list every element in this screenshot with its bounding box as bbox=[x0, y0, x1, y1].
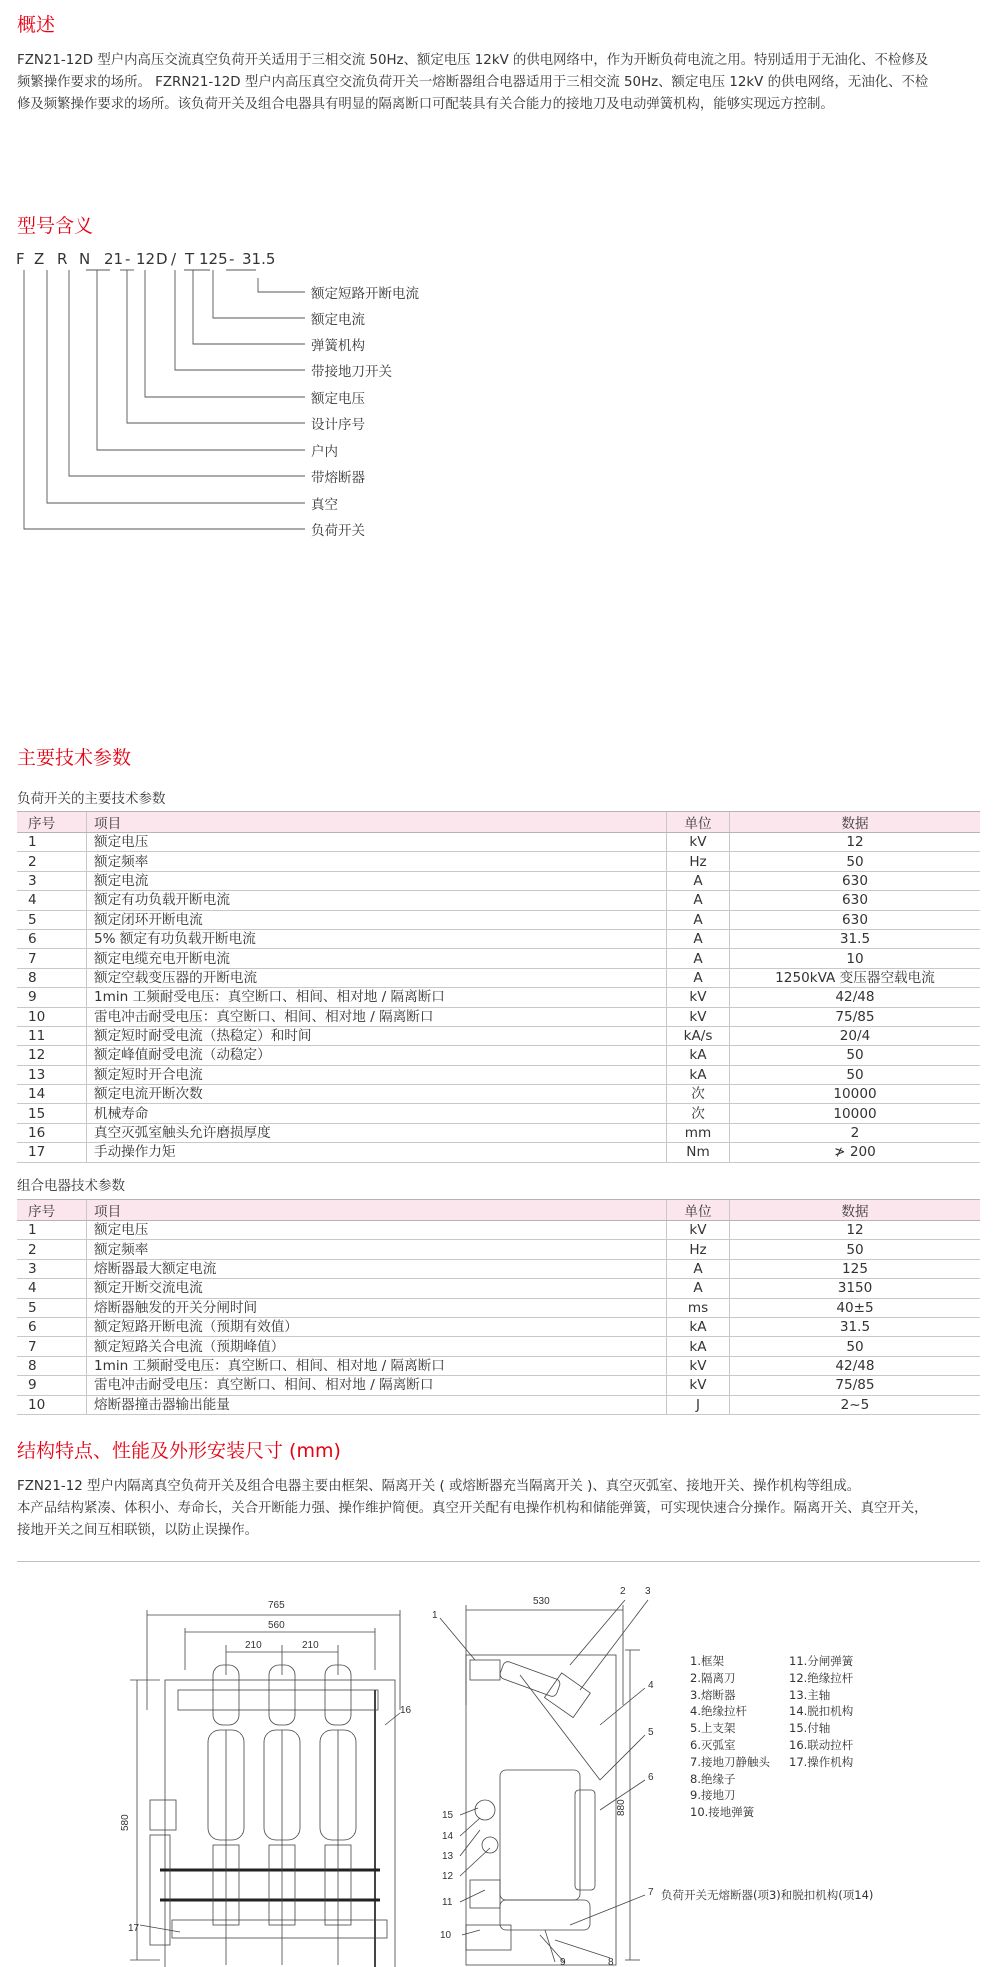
cell-item: 雷电冲击耐受电压：真空断口、相间、相对地 / 隔离断口 bbox=[87, 1007, 667, 1026]
cell-item: 机械寿命 bbox=[87, 1104, 667, 1123]
table-row bbox=[17, 968, 980, 987]
legend-item: 7.接地刀静触头 bbox=[690, 1754, 770, 1769]
cell-item: 熔断器触发的开关分闸时间 bbox=[87, 1298, 667, 1317]
cell-item: 额定短时耐受电流（热稳定）和时间 bbox=[87, 1026, 667, 1045]
model-label: 负荷开关 bbox=[311, 523, 365, 539]
cell-value: 75/85 bbox=[730, 1376, 981, 1395]
overview-title: 概述 bbox=[17, 14, 56, 36]
cell-no: 15 bbox=[17, 1104, 87, 1123]
cell-item: 额定频率 bbox=[87, 852, 667, 871]
dim-label: 560 bbox=[268, 1620, 285, 1631]
table-row bbox=[17, 1123, 980, 1142]
overview-line: 频繁操作要求的场所。 FZRN21-12D 型户内高压真空交流负荷开关一熔断器组合电器适用于三相交流 50Hz、额定电压 12kV 的供电网络，无油化、不检 bbox=[17, 75, 929, 90]
cell-no: 2 bbox=[17, 1240, 87, 1259]
model-label: 额定电压 bbox=[311, 391, 365, 407]
cell-unit: A bbox=[667, 949, 730, 968]
model-code-char: 21 bbox=[104, 250, 124, 268]
cell-item: 额定短时开合电流 bbox=[87, 1065, 667, 1084]
header-item: 项目 bbox=[87, 1200, 667, 1221]
cell-no: 3 bbox=[17, 1259, 87, 1278]
model-title: 型号含义 bbox=[17, 215, 94, 237]
cell-value: 50 bbox=[730, 852, 981, 871]
cell-item: 雷电冲击耐受电压：真空断口、相间、相对地 / 隔离断口 bbox=[87, 1376, 667, 1395]
cell-no: 9 bbox=[17, 988, 87, 1007]
cell-unit: Nm bbox=[667, 1143, 730, 1162]
callout-label: 14 bbox=[442, 1831, 454, 1842]
model-code-char: F bbox=[16, 250, 25, 268]
model-code-char: D bbox=[156, 250, 168, 268]
cell-unit: mm bbox=[667, 1123, 730, 1142]
table-row bbox=[17, 988, 980, 1007]
legend-item: 17.操作机构 bbox=[789, 1754, 854, 1769]
model-leader-lines bbox=[0, 240, 500, 540]
cell-unit: kV bbox=[667, 988, 730, 1007]
cell-no: 5 bbox=[17, 1298, 87, 1317]
table-header-row bbox=[17, 1200, 980, 1221]
cell-unit: A bbox=[667, 1259, 730, 1278]
callout-label: 1 bbox=[432, 1610, 438, 1621]
cell-unit: kA bbox=[667, 1065, 730, 1084]
table-row bbox=[17, 1317, 980, 1336]
table-row bbox=[17, 1279, 980, 1298]
section-divider bbox=[17, 1561, 980, 1562]
legend-item: 1.框架 bbox=[690, 1654, 724, 1668]
cell-unit: A bbox=[667, 929, 730, 948]
table-row bbox=[17, 1026, 980, 1045]
cell-no: 11 bbox=[17, 1026, 87, 1045]
structure-line: FZN21-12 型户内隔离真空负荷开关及组合电器主要由框架、隔离开关 ( 或熔断器充当隔离开关 )、真空灭弧室、接地开关、操作机构等组成。 bbox=[17, 1479, 861, 1494]
table-row bbox=[17, 1007, 980, 1026]
cell-value: 42/48 bbox=[730, 988, 981, 1007]
cell-unit: Hz bbox=[667, 852, 730, 871]
dim-label: 765 bbox=[268, 1600, 285, 1611]
cell-unit: kA bbox=[667, 1337, 730, 1356]
model-meaning-diagram bbox=[0, 240, 500, 540]
callout-label: 5 bbox=[648, 1727, 654, 1738]
params-title: 主要技术参数 bbox=[17, 747, 132, 769]
cell-item: 额定频率 bbox=[87, 1240, 667, 1259]
cell-unit: A bbox=[667, 1279, 730, 1298]
cell-value: 125 bbox=[730, 1259, 981, 1278]
cell-unit: 次 bbox=[667, 1085, 730, 1104]
cell-value: 50 bbox=[730, 1065, 981, 1084]
cell-no: 4 bbox=[17, 891, 87, 910]
cell-value: 12 bbox=[730, 833, 981, 852]
cell-unit: A bbox=[667, 871, 730, 890]
structure-line: 本产品结构紧凑、体积小、寿命长，关合开断能力强、操作维护简便。真空开关配有电操作机构和储能弹簧，可实现快速合分操作。隔离开关、真空开关， bbox=[17, 1501, 928, 1516]
cell-no: 10 bbox=[17, 1007, 87, 1026]
combination-table bbox=[17, 1199, 980, 1415]
structure-title: 结构特点、性能及外形安装尺寸 (mm) bbox=[17, 1440, 341, 1462]
legend-item: 15.付轴 bbox=[789, 1721, 831, 1736]
table-row bbox=[17, 949, 980, 968]
cell-value: 50 bbox=[730, 1046, 981, 1065]
model-label: 带接地刀开关 bbox=[311, 364, 392, 380]
cell-value: 40±5 bbox=[730, 1298, 981, 1317]
cell-value: 42/48 bbox=[730, 1356, 981, 1375]
header-value: 数据 bbox=[730, 812, 981, 833]
callout-label: 6 bbox=[648, 1772, 654, 1783]
cell-item: 额定电压 bbox=[87, 833, 667, 852]
table-row bbox=[17, 1065, 980, 1084]
installation-drawing bbox=[0, 1580, 1007, 1967]
legend-left bbox=[690, 1653, 770, 1821]
cell-value: 1250kVA 变压器空载电流 bbox=[730, 968, 981, 987]
dim-label: 880 bbox=[616, 1799, 627, 1816]
cell-value: 20/4 bbox=[730, 1026, 981, 1045]
legend-item: 8.绝缘子 bbox=[690, 1771, 736, 1786]
header-value: 数据 bbox=[730, 1200, 981, 1221]
table-row bbox=[17, 1376, 980, 1395]
header-unit: 单位 bbox=[667, 812, 730, 833]
cell-item: 额定有功负载开断电流 bbox=[87, 891, 667, 910]
cell-value: 3150 bbox=[730, 1279, 981, 1298]
model-code-char: 31.5 bbox=[242, 250, 276, 268]
cell-item: 额定空载变压器的开断电流 bbox=[87, 968, 667, 987]
cell-unit: kA/s bbox=[667, 1026, 730, 1045]
dim-label: 210 bbox=[302, 1640, 319, 1651]
cell-item: 额定短路开断电流（预期有效值） bbox=[87, 1317, 667, 1336]
cell-no: 9 bbox=[17, 1376, 87, 1395]
load-switch-caption: 负荷开关的主要技术参数 bbox=[17, 791, 166, 807]
cell-no: 4 bbox=[17, 1279, 87, 1298]
combination-caption: 组合电器技术参数 bbox=[17, 1178, 125, 1194]
cell-no: 6 bbox=[17, 929, 87, 948]
model-code-char: R bbox=[57, 250, 68, 268]
table-row bbox=[17, 891, 980, 910]
cell-item: 额定电流开断次数 bbox=[87, 1085, 667, 1104]
model-code-char: T bbox=[185, 250, 195, 268]
cell-no: 7 bbox=[17, 1337, 87, 1356]
cell-no: 8 bbox=[17, 968, 87, 987]
cell-value: ≯ 200 bbox=[730, 1143, 981, 1162]
cell-value: 630 bbox=[730, 910, 981, 929]
cell-unit: Hz bbox=[667, 1240, 730, 1259]
legend-item: 9.接地刀 bbox=[690, 1788, 736, 1803]
cell-no: 3 bbox=[17, 871, 87, 890]
cell-no: 10 bbox=[17, 1395, 87, 1414]
cell-unit: kV bbox=[667, 1221, 730, 1240]
table-row bbox=[17, 1143, 980, 1162]
table-row bbox=[17, 929, 980, 948]
overview-line: 修及频繁操作要求的场所。该负荷开关及组合电器具有明显的隔离断口可配装具有关合能力的接地刀及电动弹簧机构，能够实现远方控制。 bbox=[17, 97, 834, 112]
cell-unit: J bbox=[667, 1395, 730, 1414]
cell-unit: ms bbox=[667, 1298, 730, 1317]
callout-label: 2 bbox=[620, 1586, 626, 1597]
cell-value: 2 bbox=[730, 1123, 981, 1142]
cell-item: 手动操作力矩 bbox=[87, 1143, 667, 1162]
cell-item: 5% 额定有功负载开断电流 bbox=[87, 929, 667, 948]
legend-item: 13.主轴 bbox=[789, 1687, 831, 1702]
callout-label: 13 bbox=[442, 1851, 454, 1862]
cell-no: 13 bbox=[17, 1065, 87, 1084]
callout-label: 7 bbox=[648, 1887, 654, 1898]
cell-unit: A bbox=[667, 891, 730, 910]
structure-line: 接地开关之间互相联锁，以防止误操作。 bbox=[17, 1523, 259, 1538]
callout-label: 17 bbox=[128, 1923, 140, 1934]
table-row bbox=[17, 1395, 980, 1414]
drawing-caption: 负荷开关无熔断器(项3)和脱扣机构(项14) bbox=[661, 1888, 874, 1902]
model-label: 额定短路开断电流 bbox=[311, 286, 419, 302]
cell-no: 14 bbox=[17, 1085, 87, 1104]
table-row bbox=[17, 910, 980, 929]
callout-label: 9 bbox=[560, 1957, 566, 1967]
cell-item: 额定峰值耐受电流（动稳定） bbox=[87, 1046, 667, 1065]
cell-no: 2 bbox=[17, 852, 87, 871]
table-header-row bbox=[17, 812, 980, 833]
cell-item: 熔断器撞击器输出能量 bbox=[87, 1395, 667, 1414]
legend-item: 4.绝缘拉杆 bbox=[690, 1704, 747, 1719]
legend-item: 6.灭弧室 bbox=[690, 1737, 736, 1752]
cell-no: 12 bbox=[17, 1046, 87, 1065]
cell-no: 16 bbox=[17, 1123, 87, 1142]
cell-item: 额定短路关合电流（预期峰值） bbox=[87, 1337, 667, 1356]
cell-value: 31.5 bbox=[730, 1317, 981, 1336]
model-code-char: / bbox=[171, 250, 177, 268]
dim-label: 530 bbox=[533, 1596, 550, 1607]
legend-item: 3.熔断器 bbox=[690, 1687, 736, 1702]
model-label: 弹簧机构 bbox=[311, 338, 365, 354]
legend-item: 14.脱扣机构 bbox=[789, 1704, 854, 1719]
cell-value: 630 bbox=[730, 891, 981, 910]
model-label: 户内 bbox=[311, 444, 338, 460]
table-row bbox=[17, 1221, 980, 1240]
cell-unit: kA bbox=[667, 1046, 730, 1065]
cell-unit: kV bbox=[667, 833, 730, 852]
legend-item: 12.绝缘拉杆 bbox=[789, 1670, 854, 1685]
model-label: 真空 bbox=[311, 497, 338, 513]
model-label: 设计序号 bbox=[311, 417, 365, 433]
model-code-char: N bbox=[79, 250, 91, 268]
cell-item: 额定电缆充电开断电流 bbox=[87, 949, 667, 968]
model-code-char: Z bbox=[34, 250, 45, 268]
dim-label: 580 bbox=[120, 1814, 131, 1831]
model-code-char: - bbox=[125, 250, 131, 268]
table-row bbox=[17, 1337, 980, 1356]
table-row bbox=[17, 1298, 980, 1317]
callout-label: 15 bbox=[442, 1810, 454, 1821]
cell-no: 17 bbox=[17, 1143, 87, 1162]
cell-unit: A bbox=[667, 968, 730, 987]
cell-item: 熔断器最大额定电流 bbox=[87, 1259, 667, 1278]
model-code-char: - bbox=[229, 250, 235, 268]
cell-no: 8 bbox=[17, 1356, 87, 1375]
load-switch-table bbox=[17, 811, 980, 1163]
cell-item: 额定电压 bbox=[87, 1221, 667, 1240]
cell-item: 1min 工频耐受电压：真空断口、相间、相对地 / 隔离断口 bbox=[87, 1356, 667, 1375]
legend-item: 10.接地弹簧 bbox=[690, 1805, 755, 1820]
table-row bbox=[17, 871, 980, 890]
table-row bbox=[17, 1259, 980, 1278]
header-no: 序号 bbox=[17, 1200, 87, 1221]
callout-label: 10 bbox=[440, 1930, 452, 1941]
cell-value: 50 bbox=[730, 1240, 981, 1259]
cell-value: 12 bbox=[730, 1221, 981, 1240]
cell-unit: kV bbox=[667, 1007, 730, 1026]
cell-item: 1min 工频耐受电压：真空断口、相间、相对地 / 隔离断口 bbox=[87, 988, 667, 1007]
cell-unit: kV bbox=[667, 1376, 730, 1395]
cell-no: 6 bbox=[17, 1317, 87, 1336]
cell-value: 10000 bbox=[730, 1085, 981, 1104]
cell-value: 630 bbox=[730, 871, 981, 890]
table-row bbox=[17, 1356, 980, 1375]
cell-unit: 次 bbox=[667, 1104, 730, 1123]
structure-paragraph bbox=[17, 1476, 992, 1542]
table-row bbox=[17, 852, 980, 871]
cell-no: 1 bbox=[17, 1221, 87, 1240]
dim-label: 210 bbox=[245, 1640, 262, 1651]
cell-value: 75/85 bbox=[730, 1007, 981, 1026]
cell-item: 额定开断交流电流 bbox=[87, 1279, 667, 1298]
overview-paragraph bbox=[17, 50, 992, 116]
cell-no: 7 bbox=[17, 949, 87, 968]
model-label: 带熔断器 bbox=[311, 470, 365, 486]
model-code-char: 125 bbox=[199, 250, 228, 268]
callout-label: 8 bbox=[608, 1957, 614, 1967]
table-row bbox=[17, 833, 980, 852]
table-row bbox=[17, 1240, 980, 1259]
legend-right bbox=[789, 1653, 853, 1771]
legend-item: 11.分闸弹簧 bbox=[789, 1654, 854, 1668]
cell-no: 5 bbox=[17, 910, 87, 929]
callout-label: 3 bbox=[645, 1586, 651, 1597]
cell-value: 10000 bbox=[730, 1104, 981, 1123]
legend-item: 5.上支架 bbox=[690, 1721, 736, 1736]
cell-unit: A bbox=[667, 910, 730, 929]
header-unit: 单位 bbox=[667, 1200, 730, 1221]
cell-unit: kV bbox=[667, 1356, 730, 1375]
callout-label: 16 bbox=[400, 1705, 412, 1716]
cell-item: 额定电流 bbox=[87, 871, 667, 890]
cell-item: 真空灭弧室触头允许磨损厚度 bbox=[87, 1123, 667, 1142]
cell-item: 额定闭环开断电流 bbox=[87, 910, 667, 929]
cell-value: 31.5 bbox=[730, 929, 981, 948]
callout-label: 12 bbox=[442, 1871, 454, 1882]
model-label: 额定电流 bbox=[311, 312, 365, 328]
legend-item: 2.隔离刀 bbox=[690, 1670, 736, 1685]
cell-unit: kA bbox=[667, 1317, 730, 1336]
cell-value: 10 bbox=[730, 949, 981, 968]
cell-value: 2~5 bbox=[730, 1395, 981, 1414]
cell-value: 50 bbox=[730, 1337, 981, 1356]
callout-label: 11 bbox=[442, 1897, 453, 1908]
callout-label: 4 bbox=[648, 1680, 654, 1691]
cell-no: 1 bbox=[17, 833, 87, 852]
legend-item: 16.联动拉杆 bbox=[789, 1737, 854, 1752]
model-code-char: 12 bbox=[136, 250, 156, 268]
header-no: 序号 bbox=[17, 812, 87, 833]
table-row bbox=[17, 1046, 980, 1065]
overview-line: FZN21-12D 型户内高压交流真空负荷开关适用于三相交流 50Hz、额定电压 12kV 的供电网络中，作为开断负荷电流之用。特别适用于无油化、不检修及 bbox=[17, 53, 929, 68]
table-row bbox=[17, 1104, 980, 1123]
header-item: 项目 bbox=[87, 812, 667, 833]
table-row bbox=[17, 1085, 980, 1104]
